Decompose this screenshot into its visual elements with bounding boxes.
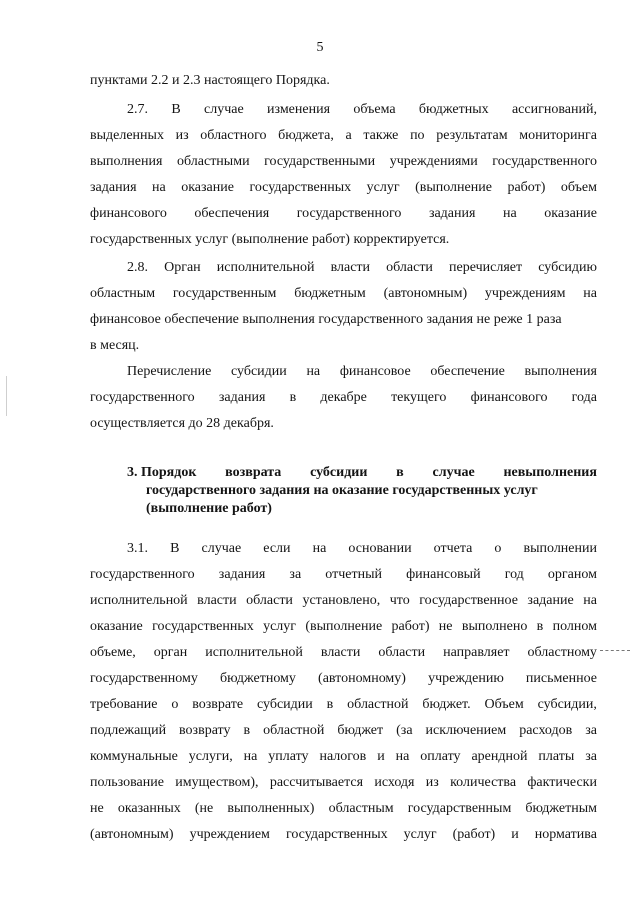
- word: подлежащий: [90, 723, 167, 738]
- word: государственных: [249, 180, 352, 195]
- word: объеме,: [90, 645, 136, 660]
- word: финансовое: [339, 364, 411, 379]
- word: отчетный: [325, 567, 382, 582]
- word: выполнения: [524, 364, 597, 379]
- word: государственным: [172, 286, 277, 301]
- word: услуги,: [188, 749, 233, 764]
- word: государственного: [90, 567, 195, 582]
- word: норматива: [534, 827, 597, 842]
- text-line: пунктами 2.2 и 2.3 настоящего Порядка.: [90, 73, 330, 88]
- word: декабре: [320, 390, 367, 405]
- paragraph-transfer-line: [127, 363, 597, 381]
- word: в: [326, 697, 334, 712]
- word: коммунальные: [90, 749, 178, 764]
- word: выделенных: [90, 128, 164, 143]
- word: исполнительной: [216, 260, 315, 275]
- word: (за: [396, 723, 413, 738]
- word: выполненных): [227, 801, 315, 816]
- word: случае: [204, 102, 244, 117]
- word: не: [90, 801, 104, 816]
- word: случае: [201, 541, 242, 556]
- word: основании: [348, 541, 412, 556]
- word: рассчитывается: [269, 775, 364, 790]
- word: за: [585, 749, 597, 764]
- paragraph-2-8-line: [127, 259, 597, 277]
- word: что: [389, 593, 410, 608]
- word: мониторинга: [519, 128, 597, 143]
- word: областным: [90, 286, 156, 301]
- word: оказание: [181, 180, 234, 195]
- word: оказанных: [117, 801, 181, 816]
- paragraph-2-7-line: [127, 101, 597, 119]
- word: задания: [218, 390, 266, 405]
- word: В: [170, 541, 180, 556]
- word: задания: [428, 206, 476, 221]
- word: государственными: [264, 154, 376, 169]
- section-3-heading: (выполнение работ): [146, 501, 272, 516]
- word: бюджет.: [422, 697, 471, 712]
- word: требование: [90, 697, 158, 712]
- word: субсидии,: [537, 697, 597, 712]
- word: также: [363, 128, 399, 143]
- word: орган: [153, 645, 188, 660]
- word: Объем: [484, 697, 524, 712]
- word: областным: [328, 801, 394, 816]
- paragraph-2-8-line: в месяц.: [90, 338, 140, 353]
- word: год: [504, 567, 524, 582]
- word: учреждению: [428, 671, 504, 686]
- word: государственному: [90, 671, 198, 686]
- paragraph-2-7-line: [90, 205, 597, 223]
- word: бюджет: [337, 723, 384, 738]
- word: услуг: [263, 619, 297, 634]
- word: бюджетным: [294, 286, 366, 301]
- word: о: [171, 697, 179, 712]
- word: задания: [90, 180, 137, 195]
- word: областного: [200, 128, 267, 143]
- word: имуществом),: [175, 775, 259, 790]
- word: выполнено: [461, 619, 528, 634]
- word: задание: [527, 593, 574, 608]
- paragraph-2-7-line: [90, 127, 597, 145]
- word: уплату: [268, 749, 309, 764]
- paragraph-transfer-line: осуществляется до 28 декабря.: [90, 416, 274, 431]
- word: бюджета,: [278, 128, 334, 143]
- word: отчета: [433, 541, 473, 556]
- word: Орган: [164, 260, 201, 275]
- word: выполнения: [90, 154, 163, 169]
- word: работ): [391, 619, 430, 634]
- word: задания: [218, 567, 266, 582]
- word: результатам: [436, 128, 508, 143]
- word: оказание: [544, 206, 597, 221]
- word: услуг: [366, 180, 400, 195]
- word: из: [175, 128, 189, 143]
- word: (работ): [452, 827, 496, 842]
- word: исполнительной: [90, 593, 188, 608]
- paragraph-3-1-line: [90, 748, 597, 766]
- word: (автономному): [318, 671, 406, 686]
- word: (автономным): [90, 827, 174, 842]
- word: власти: [197, 593, 237, 608]
- word: бюджетных: [418, 102, 489, 117]
- word: на: [312, 541, 327, 556]
- word: учреждениям: [484, 286, 566, 301]
- word: количества: [450, 775, 517, 790]
- word: бюджетному: [220, 671, 296, 686]
- word: государственного: [296, 206, 402, 221]
- word: обеспечение: [430, 364, 505, 379]
- word: власти: [320, 645, 361, 660]
- paragraph-3-1-line: [90, 800, 597, 818]
- word: государственного: [492, 154, 597, 169]
- word: органом: [547, 567, 597, 582]
- word: областной: [263, 723, 325, 738]
- word: (автономным): [383, 286, 468, 301]
- word: исполнительной: [205, 645, 303, 660]
- word: областному: [527, 645, 597, 660]
- word: бюджетным: [525, 801, 597, 816]
- word: полном: [552, 619, 597, 634]
- word: субсидии: [256, 697, 313, 712]
- word: исключением: [425, 723, 507, 738]
- word: оплату: [420, 749, 461, 764]
- word: возврате: [192, 697, 244, 712]
- paragraph-2-8-line: [90, 285, 597, 303]
- word: государственных: [285, 827, 388, 842]
- word: государственное: [419, 593, 518, 608]
- word: платы: [538, 749, 575, 764]
- word: финансовый: [406, 567, 481, 582]
- word: возврата: [225, 465, 282, 480]
- word: власти: [330, 260, 371, 275]
- word: обеспечения: [194, 206, 270, 221]
- word: расходов: [519, 723, 573, 738]
- word: фактически: [527, 775, 597, 790]
- word: пользование: [90, 775, 164, 790]
- word: государственного: [90, 390, 195, 405]
- paragraph-3-1-line: [90, 670, 597, 688]
- word: письменное: [525, 671, 597, 686]
- word: исходя: [374, 775, 415, 790]
- page-number: 5: [316, 40, 324, 55]
- paragraph-3-1-line: [90, 618, 597, 636]
- word: 2.8.: [127, 260, 148, 275]
- section-3-heading: [127, 464, 597, 482]
- word: изменения: [267, 102, 331, 117]
- word: на: [583, 593, 597, 608]
- paragraph-3-1-line: [90, 644, 597, 662]
- paragraph-3-1-line: [127, 540, 597, 558]
- word: в: [289, 390, 297, 405]
- word: области: [378, 645, 426, 660]
- word: субсидии: [231, 364, 287, 379]
- word: 2.7.: [127, 102, 148, 117]
- word: и: [377, 749, 385, 764]
- word: областной: [347, 697, 409, 712]
- word: 3. Порядок: [127, 465, 197, 480]
- word: на: [502, 206, 517, 221]
- paragraph-3-1-line: [90, 826, 597, 844]
- word: не: [438, 619, 453, 634]
- paragraph-transfer-line: [90, 389, 597, 407]
- word: выполнении: [523, 541, 597, 556]
- word: и: [511, 827, 519, 842]
- word: перечисляет: [449, 260, 523, 275]
- word: работ): [507, 180, 546, 195]
- word: государственных: [152, 619, 254, 634]
- word: текущего: [391, 390, 447, 405]
- word: услуг: [403, 827, 437, 842]
- paragraph-3-1-line: [90, 566, 597, 584]
- word: за: [585, 723, 597, 738]
- word: на: [306, 364, 321, 379]
- word: финансового: [470, 390, 548, 405]
- word: финансового: [90, 206, 167, 221]
- word: учреждением: [189, 827, 270, 842]
- word: невыполнения: [503, 465, 597, 480]
- scan-stray-mark: [600, 650, 630, 651]
- word: в: [536, 619, 544, 634]
- word: на: [243, 749, 258, 764]
- word: оказание: [90, 619, 143, 634]
- word: в: [243, 723, 251, 738]
- paragraph-3-1-line: [90, 696, 597, 714]
- word: возврату: [179, 723, 231, 738]
- word: области: [246, 593, 293, 608]
- word: субсидию: [538, 260, 597, 275]
- word: в: [396, 465, 404, 480]
- word: случае: [432, 465, 475, 480]
- paragraph-2-7-line: [90, 179, 597, 197]
- word: (выполнение: [415, 180, 492, 195]
- paragraph-3-1-line: [90, 774, 597, 792]
- word: В: [171, 102, 181, 117]
- word: по: [410, 128, 425, 143]
- word: на: [583, 286, 597, 301]
- word: направляет: [443, 645, 510, 660]
- paragraph-3-1-line: [90, 592, 597, 610]
- word: о: [494, 541, 502, 556]
- word: установлено,: [302, 593, 381, 608]
- word: из: [425, 775, 439, 790]
- word: объема: [353, 102, 396, 117]
- word: (не: [194, 801, 214, 816]
- paragraph-2-7-line: государственных услуг (выполнение работ) корректируется.: [90, 232, 450, 247]
- word: а: [345, 128, 352, 143]
- word: учреждениями: [389, 154, 478, 169]
- word: Перечисление: [127, 364, 212, 379]
- word: на: [152, 180, 166, 195]
- paragraph-3-1-line: [90, 722, 597, 740]
- word: области: [386, 260, 433, 275]
- paragraph-2-7-line: [90, 153, 597, 171]
- paragraph-2-8-line: финансовое обеспечение выполнения государственного задания не реже 1 раза: [90, 312, 562, 327]
- word: (выполнение: [305, 619, 383, 634]
- word: ассигнований,: [511, 102, 597, 117]
- word: за: [289, 567, 302, 582]
- word: на: [395, 749, 410, 764]
- word: года: [571, 390, 597, 405]
- word: если: [263, 541, 291, 556]
- word: 3.1.: [127, 541, 148, 556]
- word: субсидии: [310, 465, 368, 480]
- word: областными: [177, 154, 250, 169]
- scan-edge-mark: [6, 376, 7, 416]
- section-3-heading: государственного задания на оказание государственных услуг: [146, 483, 538, 498]
- word: налогов: [319, 749, 367, 764]
- word: арендной: [471, 749, 528, 764]
- word: объем: [560, 180, 597, 195]
- word: государственным: [407, 801, 512, 816]
